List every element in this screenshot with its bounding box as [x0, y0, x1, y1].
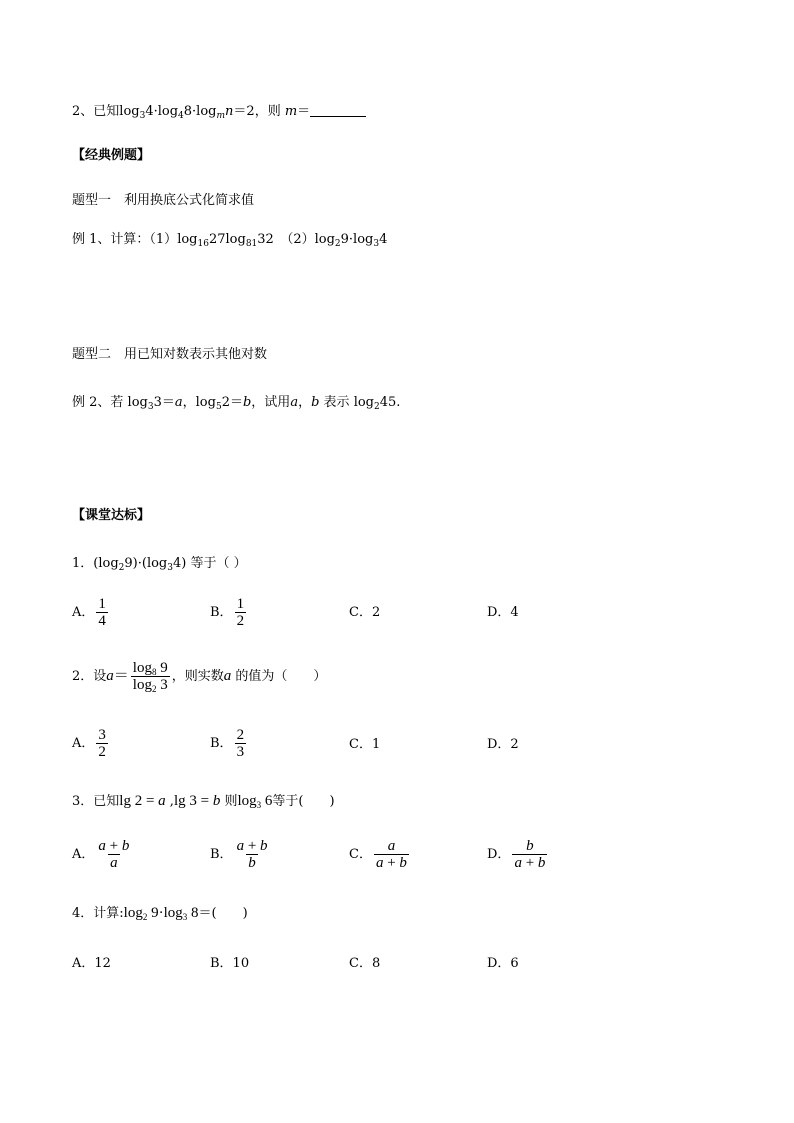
q2-text: ，则 [254, 104, 285, 119]
problem-2-option-d[interactable]: D．2 [487, 737, 519, 752]
var-m: m [284, 104, 298, 119]
problem-3-pre: 3．已知 [72, 794, 120, 809]
option-label: C． [349, 847, 372, 862]
problem-3-post: 则 [220, 794, 238, 809]
question-number: 2、已知 [72, 104, 120, 119]
type-2-heading: 题型二 用已知对数表示其他对数 [72, 347, 268, 362]
problem-2-option-b[interactable] [210, 727, 248, 760]
option-label: B． [210, 605, 233, 620]
problem-3: 3．已知lg 2 = a ,lg 3 = b 则$\log_3 6$等于( ) [72, 793, 335, 810]
problem-1-option-d[interactable]: D．4 [487, 605, 519, 620]
example-2-tail: 表示 [319, 395, 354, 410]
type-1-heading: 题型一 利用换底公式化简求值 [72, 193, 255, 208]
problem-4-pre: 4．计算: [72, 906, 124, 921]
option-label: B． [210, 847, 233, 862]
fraction-log8-9-over-log2-3: $\frac{\log_8 9}{\log_2 3}$ [132, 660, 168, 694]
option-label: D． [487, 847, 511, 862]
example-1-part2: （2） [286, 232, 315, 247]
fraction-a-plus-b-over-b: $\frac{a + b}{b}$ [236, 838, 268, 871]
example-1: 例 1、计算：$(1)\log_{16}27\log_{81}32$ $(2)\log_29\cdot\log_34$ [72, 232, 388, 249]
problem-3-tail: 等于( ) [272, 794, 335, 809]
example-2-text: ，试用 [251, 395, 291, 410]
problem-4-option-a[interactable]: A．12 [72, 956, 111, 971]
option-label: A． [72, 847, 95, 862]
option-label: B． [210, 736, 233, 751]
fraction-b-over-a-plus-b: $\frac{b}{a + b}$ [514, 838, 546, 871]
fraction-1-4: $\frac{1}{4}$ [98, 596, 106, 629]
option-label: A． [72, 605, 95, 620]
fraction-3-2: $\frac{3}{2}$ [98, 727, 106, 760]
problem-2-pre: 2．设 [72, 669, 107, 684]
problem-1-option-b[interactable] [210, 596, 248, 629]
problem-3-mid: , [165, 794, 174, 809]
option-label: A． [72, 736, 95, 751]
problem-3-option-b[interactable] [210, 838, 272, 871]
problem-4-tail: ＝( ) [198, 906, 248, 921]
problem-2-post: ，则实数 [171, 669, 224, 684]
problem-2-option-c[interactable]: C．1 [349, 737, 381, 752]
problem-2: 2．设a＝ $\frac{\log_8 9}{\log_2 3}$ ，则实数a 的值为（ ） [72, 660, 327, 694]
problem-1-tail: 等于（ ） [186, 556, 247, 571]
problem-2-option-a[interactable] [72, 727, 110, 760]
problem-4: 4．计算$:\log_2$ $9\cdot\log_3$ 8＝( ) [72, 905, 248, 922]
problem-4-option-b[interactable]: B．10 [210, 956, 250, 971]
comma: ， [298, 395, 312, 410]
example-2-label: 例 2、若 [72, 395, 128, 410]
problem-1: 1．$(\log_29)\cdot(\log_34)$ 等于（ ） [72, 556, 247, 573]
example-2: 例 2、若 $\log_33=a$，$\log_52=b$，试用a，b 表示 $\log_245$. [72, 395, 401, 412]
fraction-a-plus-b-over-a: $\frac{a + b}{a}$ [98, 838, 130, 871]
problem-1-option-a[interactable] [72, 596, 110, 629]
problem-3-option-d[interactable] [487, 838, 549, 871]
example-1-label: 例 1、计算：（1） [72, 232, 178, 247]
var-a: a [290, 395, 299, 410]
fraction-a-over-a-plus-b: $\frac{a}{a + b}$ [375, 838, 407, 871]
fraction-1-2: $\frac{1}{2}$ [236, 596, 245, 629]
equals: ＝ [297, 104, 311, 119]
fill-question-2: 2、已知$\log_34\cdot\log_48\cdot\log_mn=2$，则 m＝ [72, 103, 366, 121]
answer-blank[interactable] [310, 103, 366, 117]
section-classic-examples: 【经典例题】 [72, 148, 151, 163]
section-class-check: 【课堂达标】 [72, 508, 151, 523]
problem-2-tail: 的值为（ ） [231, 669, 327, 684]
problem-4-option-c[interactable]: C．8 [349, 956, 381, 971]
problem-4-option-d[interactable]: D．6 [487, 956, 519, 971]
problem-1-option-c[interactable]: C．2 [349, 605, 381, 620]
problem-3-option-a[interactable] [72, 838, 133, 871]
var-b: b [311, 395, 320, 410]
problem-3-option-c[interactable] [349, 838, 411, 871]
fraction-2-3: $\frac{2}{3}$ [236, 727, 245, 760]
